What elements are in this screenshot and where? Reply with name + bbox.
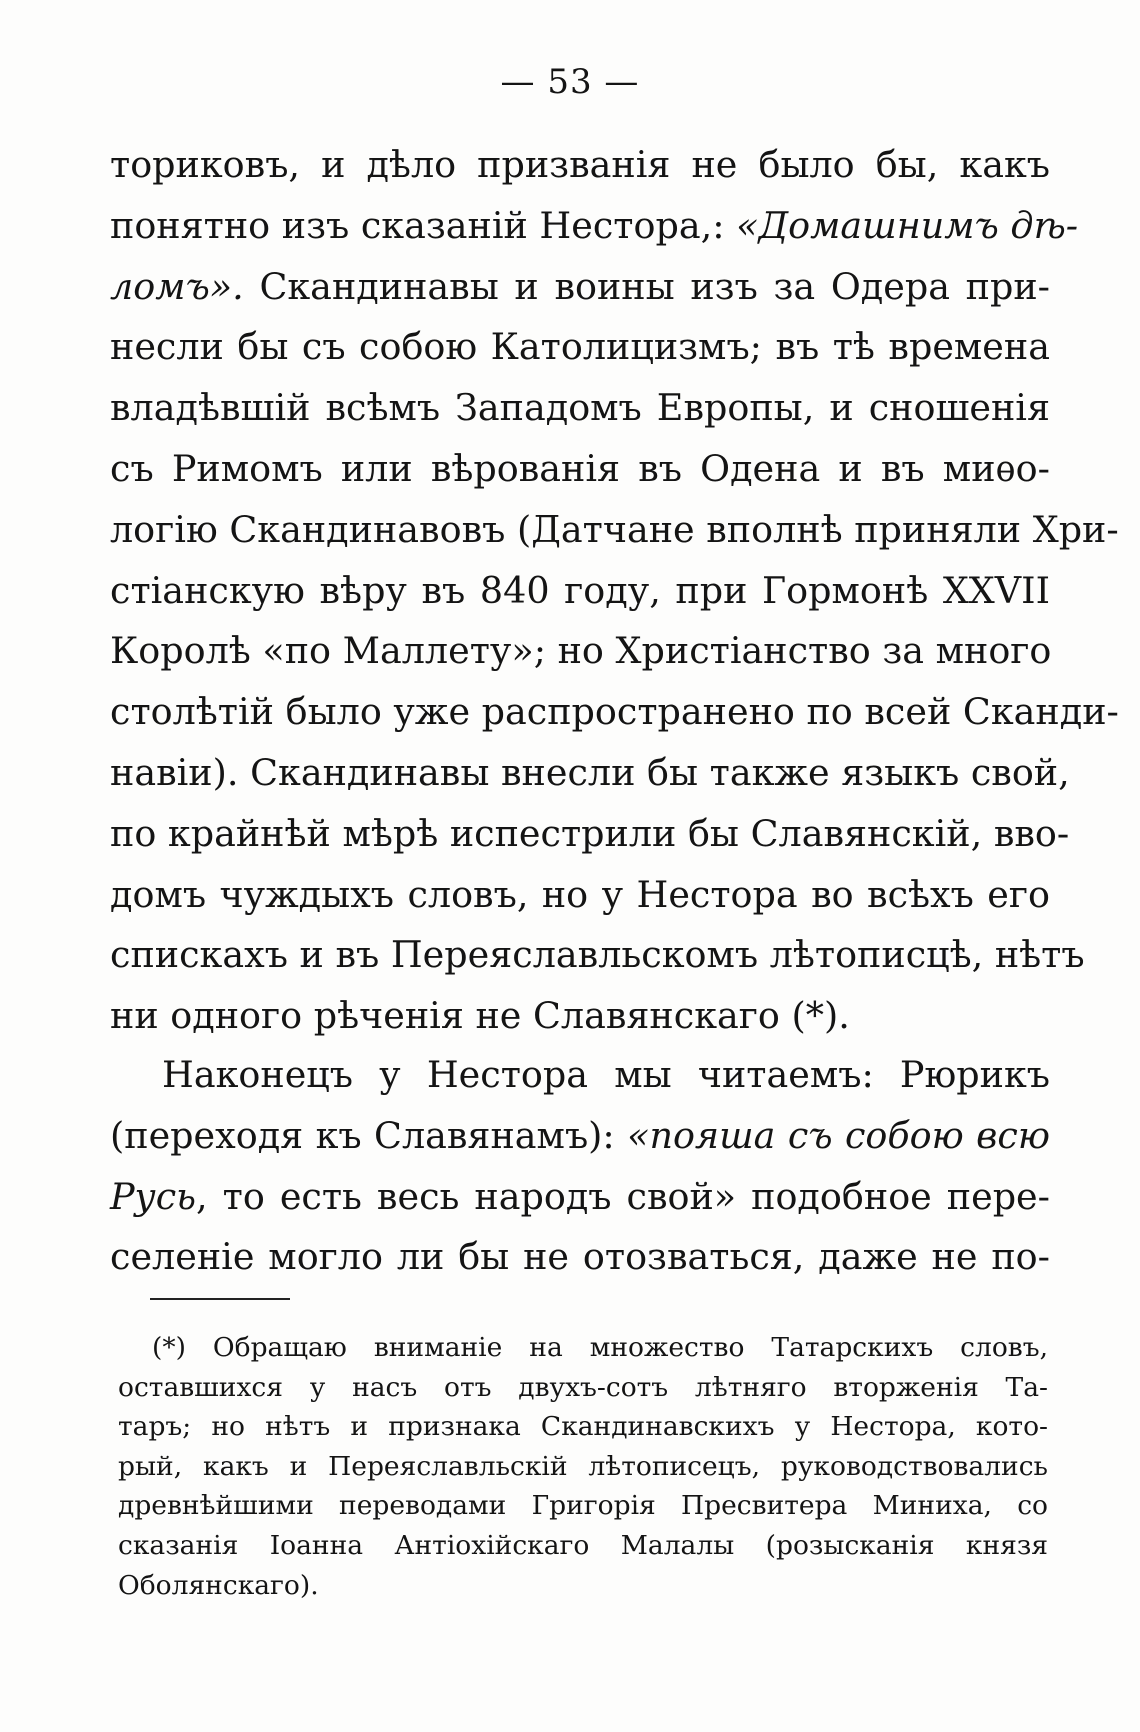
footnote-divider [150, 1298, 290, 1300]
text-line: селеніе могло ли бы не отозваться, даже не по- [110, 1235, 1050, 1279]
text-line: навіи). Скандинавы внесли бы также языкъ свой, [110, 750, 1070, 794]
text-segment: (переходя къ Славянамъ): [110, 1113, 615, 1157]
text-line: ториковъ, и дѣло призванія не было бы, какъ [110, 143, 1050, 186]
footnote-line: таръ; но нѣтъ и признака Скандинавскихъ у Нестора, кото- [118, 1411, 1048, 1443]
text-line: ни одного рѣченія не Славянскаго (*). [110, 994, 850, 1038]
text-line: владѣвшій всѣмъ Западомъ Европы, и сношенія [110, 386, 1050, 430]
footnote-line: сказанія Іоанна Антіохійскаго Малалы (розысканія князя [118, 1529, 1048, 1561]
text-line [110, 257, 1050, 318]
text-line [110, 1167, 1050, 1228]
text-line [110, 196, 1079, 257]
paragraph-1 [110, 135, 1119, 1047]
text-line: спискахъ и въ Переяславльскомъ лѣтописцѣ, нѣтъ [110, 933, 1085, 977]
page-number: — 53 — [500, 62, 640, 102]
text-line: домъ чуждыхъ словъ, но у Нестора во всѣхъ его [110, 872, 1050, 916]
quote-italic: «Домашнимъ дѣ- [736, 203, 1079, 247]
footnote-line: рый, какъ и Переяславльскій лѣтописецъ, руководствовались [118, 1450, 1048, 1482]
quote-italic: «пояша съ собою всю [627, 1113, 1050, 1157]
text-line: стіанскую вѣру въ 840 году, при Гормонѣ XXVII [110, 568, 1050, 612]
text-line: столѣтій было уже распространено по всей Сканди- [110, 690, 1119, 734]
text-line: несли бы съ собою Католицизмъ; въ тѣ времена [110, 325, 1050, 369]
text-line: съ Римомъ или вѣрованія въ Одена и въ миѳо- [110, 446, 1050, 490]
footnote [118, 1328, 1048, 1605]
footnote-line: (*) Обращаю вниманіе на множество Татарскихъ словъ, [152, 1332, 1048, 1363]
text-line: Наконецъ у Нестора мы читаемъ: Рюрикъ [162, 1053, 1050, 1096]
paragraph-2 [110, 1045, 1050, 1288]
text-line: логію Скандинавовъ (Датчане вполнѣ приняли Хри- [110, 507, 1119, 551]
text-segment: понятно изъ сказаній Нестора,: [110, 203, 725, 247]
text-line [110, 1106, 1050, 1167]
text-line: по крайнѣй мѣрѣ испестрили бы Славянскій, вво- [110, 811, 1070, 855]
footnote-line: оставшихся у насъ отъ двухъ-сотъ лѣтняго вторженія Та- [118, 1371, 1048, 1403]
quote-italic: ломъ». [110, 264, 244, 308]
text-segment: Скандинавы и воины изъ за Одера при- [259, 264, 1050, 308]
footnote-line: древнѣйшими переводами Григорія Пресвитера Миниха, со [118, 1490, 1048, 1522]
footnote-line: Оболянскаго). [118, 1569, 319, 1601]
text-line: Королѣ «по Маллету»; но Христіанство за много [110, 629, 1052, 673]
text-segment: , то есть весь народъ свой» подобное пере- [196, 1174, 1050, 1218]
quote-italic: Русь [110, 1174, 197, 1218]
